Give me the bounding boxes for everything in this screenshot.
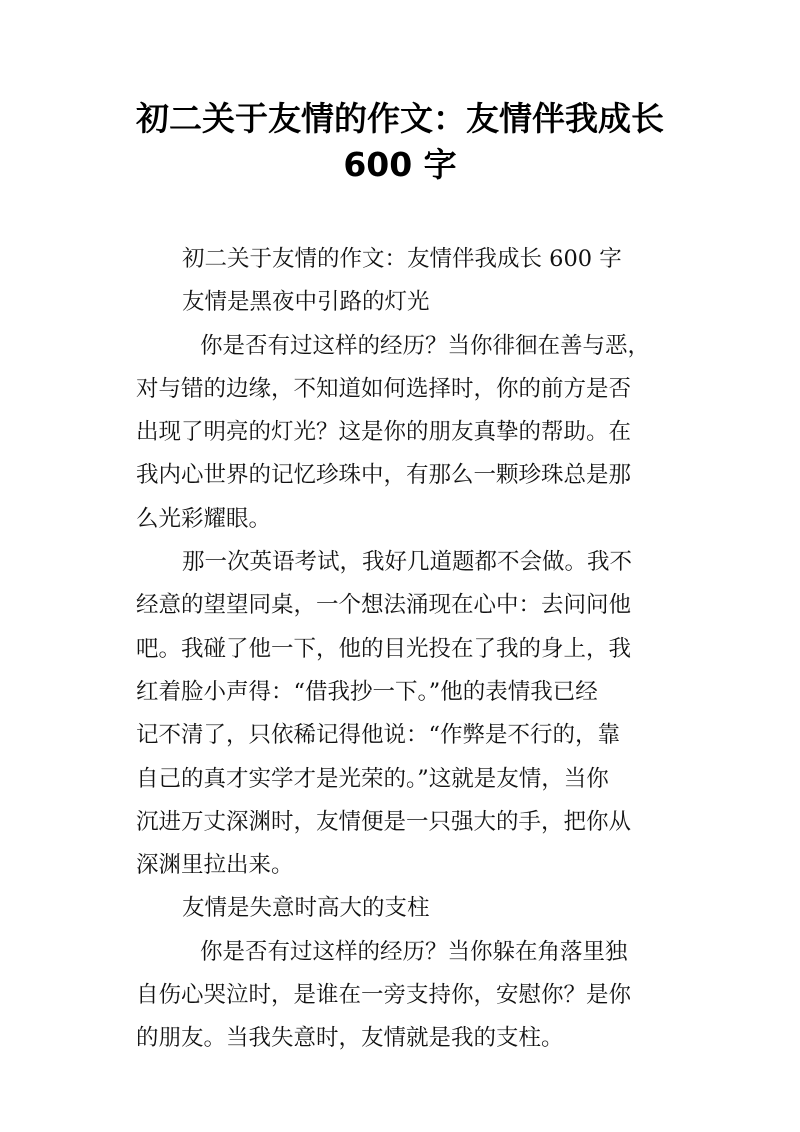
paragraph-line: 记不清了，只依稀记得他说：“作弊是不行的，靠: [136, 722, 621, 749]
section-heading-1: 友情是黑夜中引路的灯光: [182, 289, 430, 316]
paragraph-line: 的朋友。当我失意时，友情就是我的支柱。: [136, 1025, 564, 1052]
paragraph-line: 经意的望望同桌，一个想法涌现在心中：去问问他: [136, 592, 632, 619]
document-title-line-1: 初二关于友情的作文：友情伴我成长: [136, 99, 664, 138]
paragraph-line: 出现了明亮的灯光？这是你的朋友真挚的帮助。在: [136, 419, 632, 446]
paragraph-line: 我内心世界的记忆珍珠中，有那么一颗珍珠总是那: [136, 462, 632, 489]
paragraph-line: 沉进万丈深渊时，友情便是一只强大的手，把你从: [136, 808, 632, 835]
paragraph-line: 对与错的边缘，不知道如何选择时，你的前方是否: [136, 375, 632, 402]
article-body: [136, 238, 664, 1061]
paragraph-line: 自伤心哭泣时，是谁在一旁支持你，安慰你？是你: [136, 982, 632, 1009]
paragraph-line: 吧。我碰了他一下，他的目光投在了我的身上，我: [136, 635, 632, 662]
paragraph-line: 你是否有过这样的经历？当你徘徊在善与恶，: [200, 332, 651, 359]
paragraph-line: 你是否有过这样的经历？当你躲在角落里独: [200, 938, 628, 965]
paragraph-line: 么光彩耀眼。: [136, 505, 272, 532]
section-heading-2: 友情是失意时高大的支柱: [182, 895, 430, 922]
paragraph-line: 自己的真才实学才是光荣的。”这就是友情，当你: [136, 765, 609, 792]
paragraph-line: 红着脸小声得：“借我抄一下。”他的表情我已经: [136, 678, 598, 705]
subtitle-line: 初二关于友情的作文：友情伴我成长 600 字: [182, 246, 622, 272]
paragraph-line: 深渊里拉出来。: [136, 852, 294, 879]
document-title-line-2: 600 字: [343, 145, 457, 184]
paragraph-line: 那一次英语考试，我好几道题都不会做。我不: [182, 549, 633, 576]
